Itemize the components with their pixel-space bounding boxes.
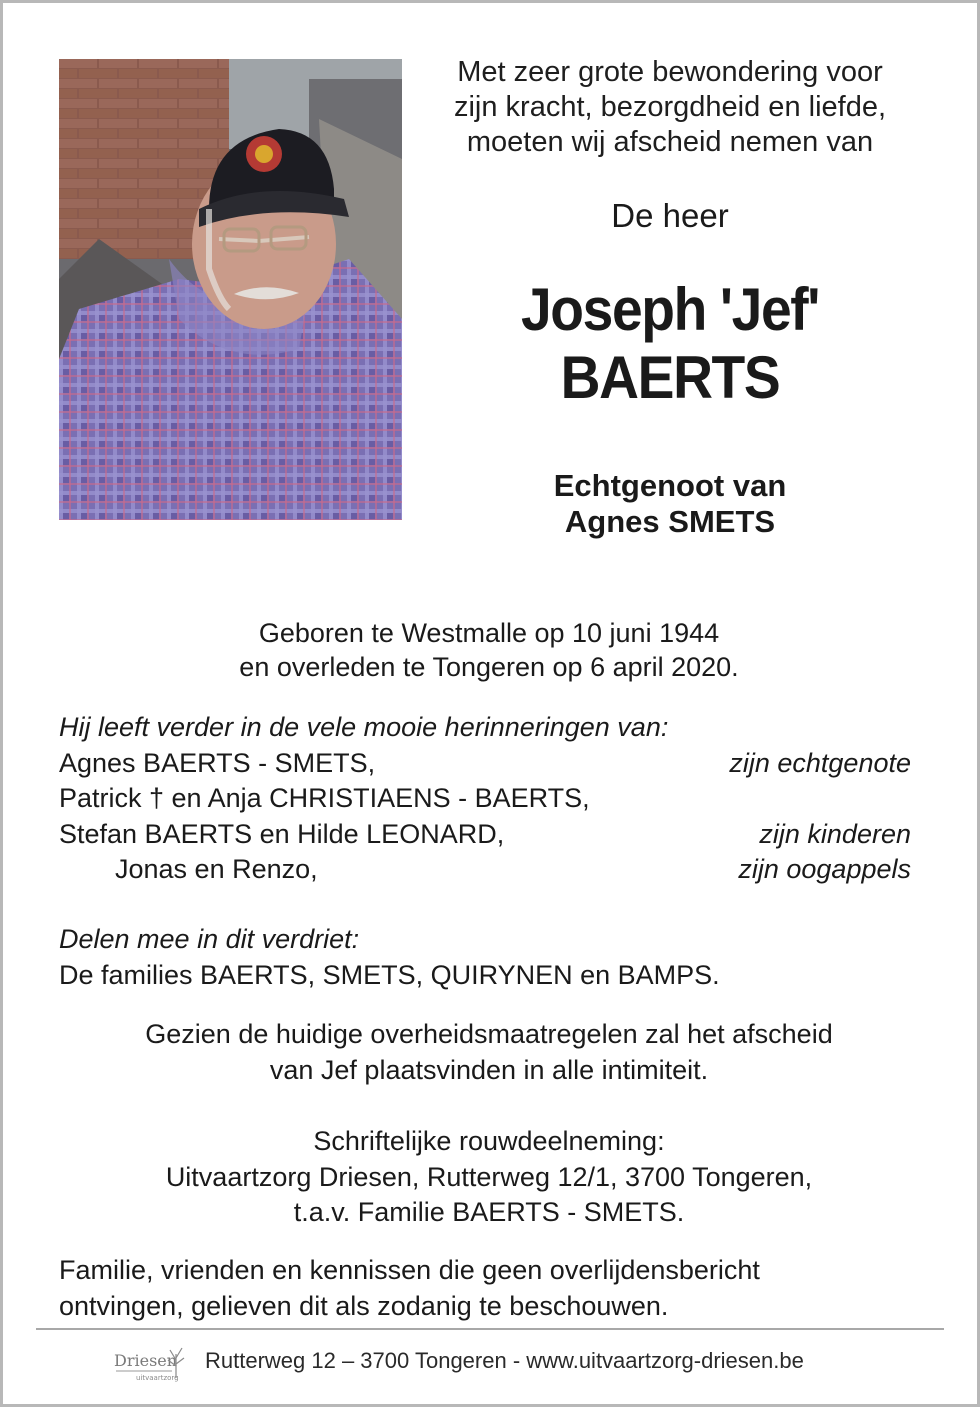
closing-line: ontvingen, gelieven dit als zodanig te beschouwen. <box>59 1290 669 1321</box>
intro-line: moeten wij afscheid nemen van <box>466 126 874 158</box>
birth-death-info <box>60 616 918 684</box>
birth-line: Geboren te Westmalle op 10 juni 1944 <box>258 618 720 648</box>
family-relation: zijn oogappels <box>738 854 911 884</box>
footer-address: Rutterweg 12 – 3700 Tongeren - www.uitvaartzorg-driesen.be <box>205 1348 804 1373</box>
condolence-address <box>60 1124 918 1231</box>
family-list <box>59 710 911 888</box>
share-grief-heading: Delen mee in dit verdriet: <box>59 924 360 954</box>
family-names: Agnes BAERTS - SMETS, <box>59 747 376 778</box>
death-line: en overleden te Tongeren op 6 april 2020. <box>239 652 739 682</box>
family-relation: zijn echtgenote <box>729 747 911 778</box>
intro-line: Met zeer grote bewondering voor <box>457 56 883 88</box>
family-row <box>59 817 911 853</box>
condolence-line: t.a.v. Familie BAERTS - SMETS. <box>293 1197 685 1227</box>
family-names: Stefan BAERTS en Hilde LEONARD, <box>59 818 505 849</box>
driesen-logo-icon <box>112 1336 188 1386</box>
closing-notice <box>59 1253 919 1324</box>
family-relation: zijn kinderen <box>759 818 911 849</box>
condolence-line: Schriftelijke rouwdeelneming: <box>313 1126 665 1156</box>
share-grief-families: De families BAERTS, SMETS, QUIRYNEN en BAMPS. <box>59 959 720 990</box>
portrait-photo-man-in-cap-icon <box>59 59 402 520</box>
logo-text: Driesen <box>114 1351 178 1370</box>
family-row <box>59 852 911 888</box>
family-names: Jonas en Renzo, <box>115 854 318 884</box>
covid-notice <box>60 1017 918 1088</box>
covid-line: Gezien de huidige overheidsmaatregelen zal het afscheid <box>145 1019 833 1049</box>
footer-divider <box>36 1328 944 1330</box>
deceased-first-name: Joseph 'Jef' <box>520 276 820 343</box>
honorific: De heer <box>611 197 729 234</box>
family-row <box>59 781 911 817</box>
family-row <box>59 746 911 782</box>
portrait-photo <box>59 59 402 520</box>
spouse-relation: Echtgenoot van <box>553 468 787 503</box>
spouse-info <box>420 468 920 540</box>
deceased-last-name: BAERTS <box>560 344 780 411</box>
condolence-line: Uitvaartzorg Driesen, Rutterweg 12/1, 3700 Tongeren, <box>165 1161 813 1192</box>
family-names: Patrick † en Anja CHRISTIAENS - BAERTS, <box>59 783 590 813</box>
deceased-name <box>440 276 900 412</box>
covid-line: van Jef plaatsvinden in alle intimiteit. <box>269 1054 709 1085</box>
family-list-heading: Hij leeft verder in de vele mooie herinneringen van: <box>59 712 669 742</box>
share-grief <box>59 922 911 993</box>
intro-line: zijn kracht, bezorgdheid en liefde, <box>453 91 887 123</box>
spouse-name: Agnes SMETS <box>564 504 776 539</box>
logo-subtext: uitvaartzorg <box>136 1374 179 1382</box>
intro-text <box>420 55 920 160</box>
closing-line: Familie, vrienden en kennissen die geen overlijdensbericht <box>59 1255 760 1285</box>
